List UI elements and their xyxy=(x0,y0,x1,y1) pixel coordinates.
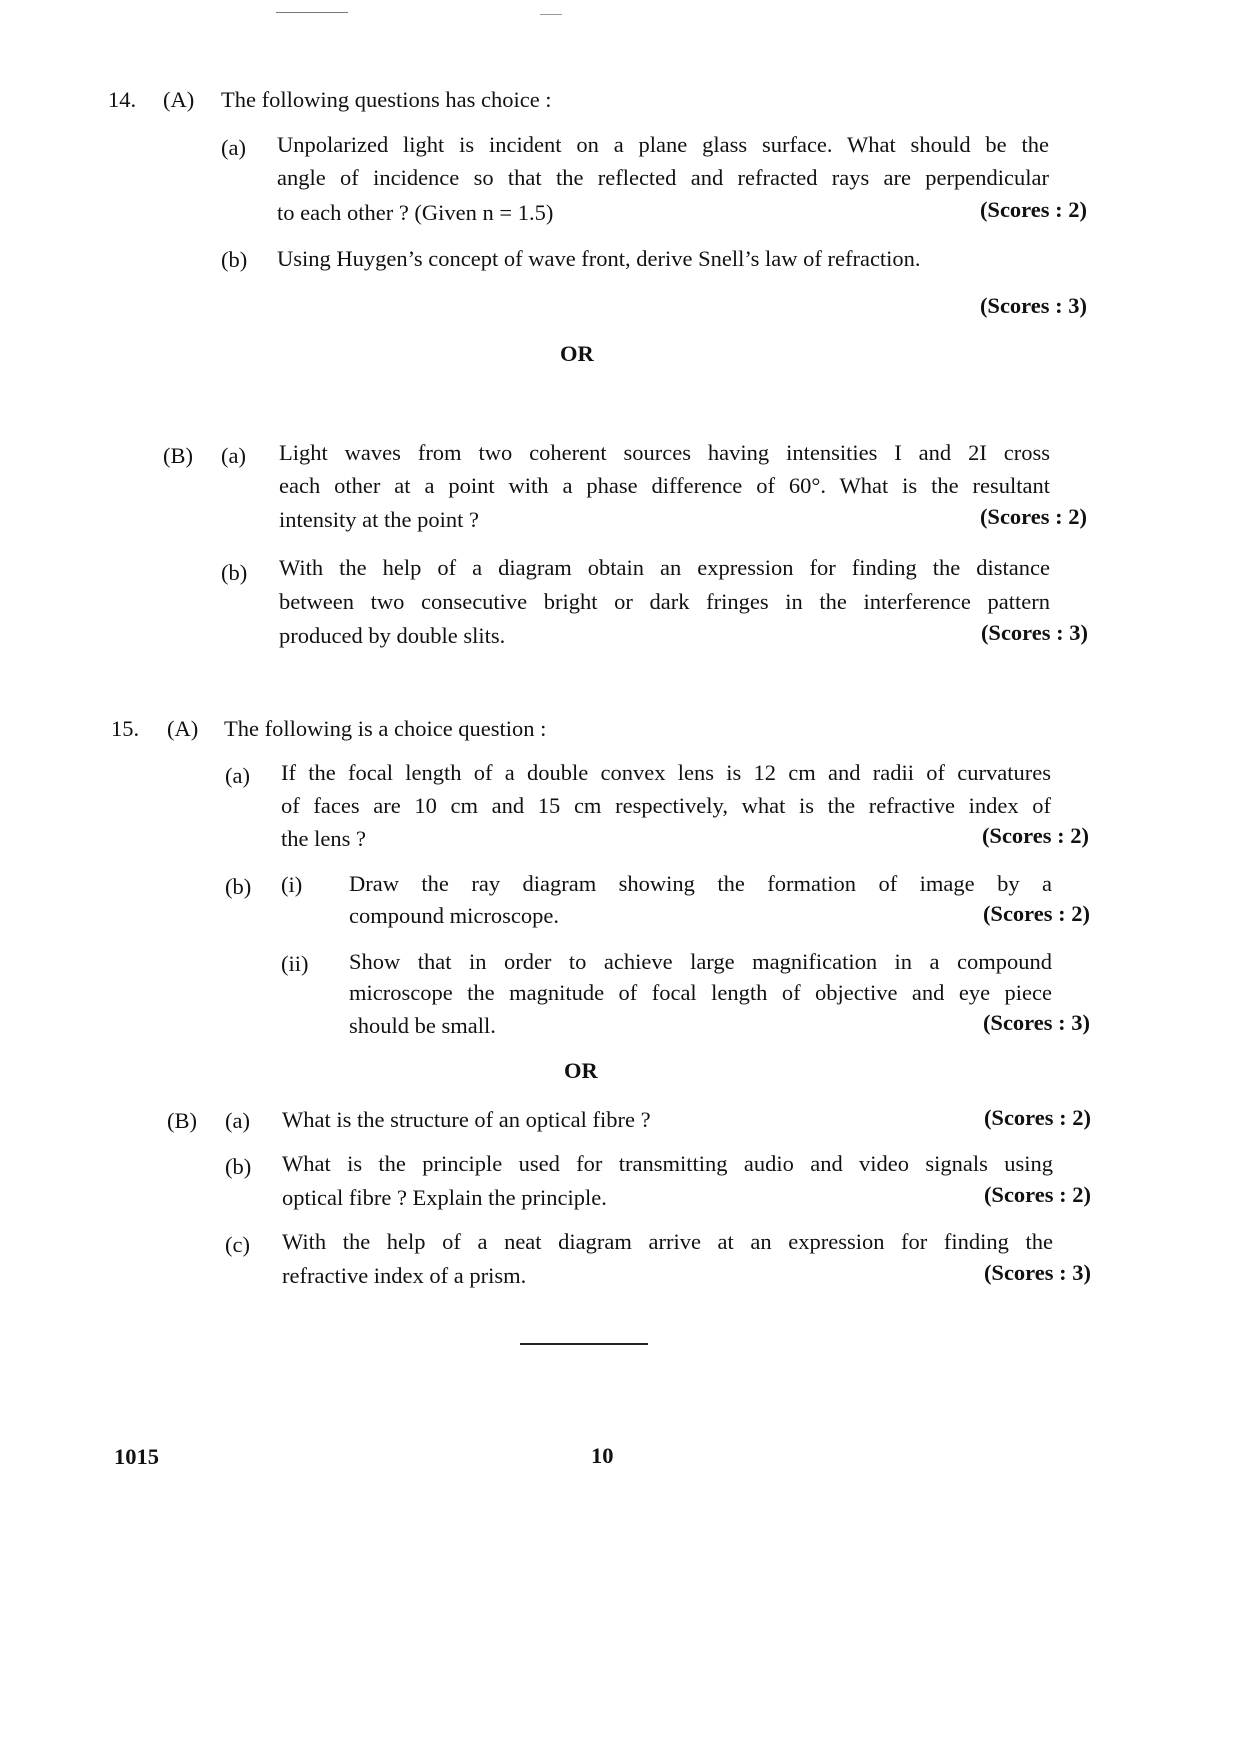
paper-code: 1015 xyxy=(114,1444,159,1469)
q14-A-a-line2: angle of incidence so that the reflected and refracted rays are perpendicular xyxy=(277,165,1049,190)
q15-B-b-score: (Scores : 2) xyxy=(983,1182,1091,1207)
q14-A-intro: The following questions has choice : xyxy=(221,87,552,112)
q15-A-b-i-label: (i) xyxy=(281,872,303,897)
q15-B-c-line2: refractive index of a prism. xyxy=(282,1263,527,1288)
q15-or: OR xyxy=(564,1058,598,1083)
q15-A-b-ii-label: (ii) xyxy=(281,951,309,976)
q15-B-c-line1: With the help of a neat diagram arrive at an expression for finding the xyxy=(282,1229,1053,1254)
q15-B-c-score: (Scores : 3) xyxy=(983,1260,1091,1285)
q15-A-b-ii-score: (Scores : 3) xyxy=(982,1010,1090,1035)
q15-B-c-label: (c) xyxy=(225,1232,250,1257)
q15-B-b-label: (b) xyxy=(225,1154,252,1179)
q14-B-b-label: (b) xyxy=(221,560,248,585)
q14-A-a-score: (Scores : 2) xyxy=(979,197,1087,222)
q14-A-b-score: (Scores : 3) xyxy=(979,293,1087,318)
q14-B-a-label: (a) xyxy=(221,443,246,468)
q14-B-a-line1: Light waves from two coherent sources having intensities I and 2I cross xyxy=(279,440,1050,465)
q15-B-a-label: (a) xyxy=(225,1108,250,1133)
q15-A-intro: The following is a choice question : xyxy=(224,716,547,741)
q15-A-b-i-score: (Scores : 2) xyxy=(982,901,1090,926)
q14-or: OR xyxy=(560,341,594,366)
q14-B-a-line3: intensity at the point ? xyxy=(279,507,479,532)
top-mark-left xyxy=(276,12,348,13)
q14-B-b-score: (Scores : 3) xyxy=(980,620,1088,645)
q14-B-b-line1: With the help of a diagram obtain an expression for finding the distance xyxy=(279,555,1050,580)
top-mark-right xyxy=(540,14,562,15)
q15-A-a-line3: the lens ? xyxy=(281,826,366,851)
q15-A-b-ii-line2: microscope the magnitude of focal length of objective and eye piece xyxy=(349,980,1052,1005)
q15-A-b-i-line1: Draw the ray diagram showing the formation of image by a xyxy=(349,871,1052,896)
q15-B-a-line1: What is the structure of an optical fibre ? xyxy=(282,1107,651,1132)
q14-A-b-label: (b) xyxy=(221,247,248,272)
q15-A-b-i-line2: compound microscope. xyxy=(349,903,559,928)
q14-B-label: (B) xyxy=(163,443,193,468)
q15-A-b-ii-line1: Show that in order to achieve large magnification in a compound xyxy=(349,949,1052,974)
q14-A-a-label: (a) xyxy=(221,135,246,160)
q14-B-a-line2: each other at a point with a phase difference of 60°. What is the resultant xyxy=(279,473,1050,498)
q15-B-b-line1: What is the principle used for transmitting audio and video signals using xyxy=(282,1151,1053,1176)
end-divider xyxy=(520,1343,648,1345)
q15-A-a-score: (Scores : 2) xyxy=(981,823,1089,848)
q15-A-b-ii-line3: should be small. xyxy=(349,1013,496,1038)
q14-A-label: (A) xyxy=(163,87,195,112)
q14-B-a-score: (Scores : 2) xyxy=(979,504,1087,529)
q14-B-b-line3: produced by double slits. xyxy=(279,623,506,648)
q14-A-a-line1: Unpolarized light is incident on a plane glass surface. What should be the xyxy=(277,132,1049,157)
q15-A-a-line1: If the focal length of a double convex lens is 12 cm and radii of curvatures xyxy=(281,760,1051,785)
page-number: 10 xyxy=(591,1443,614,1468)
q15-B-b-line2: optical fibre ? Explain the principle. xyxy=(282,1185,607,1210)
q14-B-b-line2: between two consecutive bright or dark fringes in the interference pattern xyxy=(279,589,1050,614)
q15-A-a-label: (a) xyxy=(225,763,250,788)
q15-A-a-line2: of faces are 10 cm and 15 cm respectively, what is the refractive index of xyxy=(281,793,1051,818)
q15-A-label: (A) xyxy=(167,716,199,741)
q15-A-b-label: (b) xyxy=(225,874,252,899)
q15-B-a-score: (Scores : 2) xyxy=(983,1105,1091,1130)
q14-number: 14. xyxy=(108,87,137,112)
q15-B-label: (B) xyxy=(167,1108,197,1133)
q15-number: 15. xyxy=(111,716,140,741)
q14-A-a-line3: to each other ? (Given n = 1.5) xyxy=(277,200,554,225)
q14-A-b-line1: Using Huygen’s concept of wave front, derive Snell’s law of refraction. xyxy=(277,246,921,271)
